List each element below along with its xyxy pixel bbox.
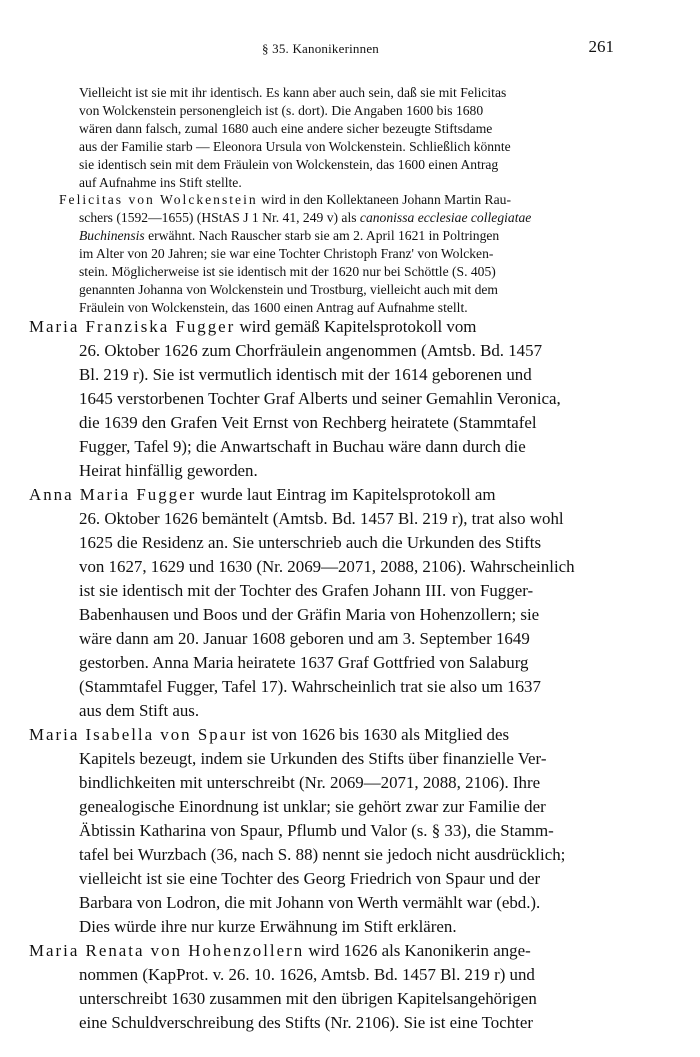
text-line: Maria Isabella von Spaur ist von 1626 bis 1630 als Mitglied des: [29, 725, 510, 744]
text-line: Äbtissin Katharina von Spaur, Pflumb und Valor (s. § 33), die Stamm-: [79, 821, 554, 840]
entry-name: Maria Isabella von Spaur: [29, 725, 248, 744]
text-line: aus dem Stift aus.: [79, 701, 200, 720]
text-line: Barbara von Lodron, die mit Johann von Werth vermählt war (ebd.).: [79, 893, 541, 912]
latin-term: Buchinensis: [79, 228, 145, 243]
text-line: 26. Oktober 1626 bemäntelt (Amtsb. Bd. 1457 Bl. 219 r), trat also wohl: [79, 509, 564, 528]
text-line: tafel bei Wurzbach (36, nach S. 88) nennt sie jedoch nicht ausdrücklich;: [79, 845, 566, 864]
running-header: § 35. Kanonikerinnen: [262, 41, 380, 56]
text-line: Dies würde ihre nur kurze Erwähnung im Stift erklären.: [79, 917, 457, 936]
text-line: sie identisch sein mit dem Fräulein von Wolckenstein, das 1600 einen Antrag: [79, 157, 499, 172]
text-line: vielleicht ist sie eine Tochter des Georg Friedrich von Spaur und der: [79, 869, 541, 888]
text-line: von 1627, 1629 und 1630 (Nr. 2069—2071, 2088, 2106). Wahrscheinlich: [79, 557, 575, 576]
entry-name: Anna Maria Fugger: [29, 485, 197, 504]
text-line: genannten Johanna von Wolckenstein und Trostburg, vielleicht auch mit dem: [79, 282, 498, 297]
text-line: 1645 verstorbenen Tochter Graf Alberts und seiner Gemahlin Veronica,: [79, 389, 561, 408]
text-line: eine Schuldverschreibung des Stifts (Nr. 2106). Sie ist eine Tochter: [79, 1013, 533, 1032]
text-line: (Stammtafel Fugger, Tafel 17). Wahrscheinlich trat sie also um 1637: [79, 677, 541, 696]
text-line: Vielleicht ist sie mit ihr identisch. Es kann aber auch sein, daß sie mit Felicitas: [79, 85, 507, 100]
entry-name: Felicitas von Wolckenstein: [59, 192, 258, 207]
latin-term: canonissa ecclesiae collegiatae: [359, 210, 532, 225]
text-line: nommen (KapProt. v. 26. 10. 1626, Amtsb. Bd. 1457 Bl. 219 r) und: [79, 965, 535, 984]
text-line: Babenhausen und Boos und der Gräfin Maria von Hohenzollern; sie: [79, 605, 540, 624]
text-line: auf Aufnahme ins Stift stellte.: [79, 175, 242, 190]
entry-name: Maria Franziska Fugger: [29, 317, 236, 336]
text-line: die 1639 den Grafen Veit Ernst von Rechberg heiratete (Stammtafel: [79, 413, 537, 432]
text-line: stein. Möglicherweise ist sie identisch mit der 1620 nur bei Schöttle (S. 405): [79, 264, 496, 279]
text-line: im Alter von 20 Jahren; sie war eine Tochter Christoph Franz' von Wolcken-: [79, 246, 494, 261]
text-line: von Wolckenstein personengleich ist (s. dort). Die Angaben 1600 bis 1680: [79, 103, 484, 118]
page-number: 261: [588, 37, 614, 56]
text-line: Bl. 219 r). Sie ist vermutlich identisch mit der 1614 geborenen und: [79, 365, 532, 384]
text-line: Buchinensis erwähnt. Nach Rauscher starb sie am 2. April 1621 in Poltringen: [79, 228, 500, 243]
text-line: aus der Familie starb — Eleonora Ursula von Wolckenstein. Schließlich könnte: [79, 139, 511, 154]
text-line: Heirat hinfällig geworden.: [79, 461, 258, 480]
text-line: Anna Maria Fugger wurde laut Eintrag im Kapitelsprotokoll am: [29, 485, 496, 504]
text-line: wäre dann am 20. Januar 1608 geboren und am 3. September 1649: [79, 629, 530, 648]
text-line: Kapitels bezeugt, indem sie Urkunden des Stifts über finanzielle Ver-: [79, 749, 547, 768]
text-line: Fräulein von Wolckenstein, das 1600 einen Antrag auf Aufnahme stellt.: [79, 300, 468, 315]
text-line: Fugger, Tafel 9); die Anwartschaft in Buchau wäre dann durch die: [79, 437, 526, 456]
text-line: schers (1592—1655) (HStAS J 1 Nr. 41, 249 v) als canonissa ecclesiae collegiatae: [79, 210, 532, 225]
text-line: Maria Franziska Fugger wird gemäß Kapitelsprotokoll vom: [29, 317, 477, 336]
text-line: Maria Renata von Hohenzollern wird 1626 als Kanonikerin ange-: [29, 941, 531, 960]
entry-name: Maria Renata von Hohenzollern: [29, 941, 305, 960]
text-line: wären dann falsch, zumal 1680 auch eine andere sicher bezeugte Stiftsdame: [79, 121, 493, 136]
text-line: 26. Oktober 1626 zum Chorfräulein angenommen (Amtsb. Bd. 1457: [79, 341, 543, 360]
text-line: unterschreibt 1630 zusammen mit den übrigen Kapitelsangehörigen: [79, 989, 537, 1008]
text-line: 1625 die Residenz an. Sie unterschrieb auch die Urkunden des Stifts: [79, 533, 542, 552]
text-line: Felicitas von Wolckenstein wird in den Kollektaneen Johann Martin Rau-: [59, 192, 511, 207]
text-line: gestorben. Anna Maria heiratete 1637 Graf Gottfried von Salaburg: [79, 653, 529, 672]
text-line: bindlichkeiten mit unterschreibt (Nr. 2069—2071, 2088, 2106). Ihre: [79, 773, 541, 792]
text-line: ist sie identisch mit der Tochter des Grafen Johann III. von Fugger-: [79, 581, 534, 600]
text-line: genealogische Einordnung ist unklar; sie gehört zwar zur Familie der: [79, 797, 546, 816]
